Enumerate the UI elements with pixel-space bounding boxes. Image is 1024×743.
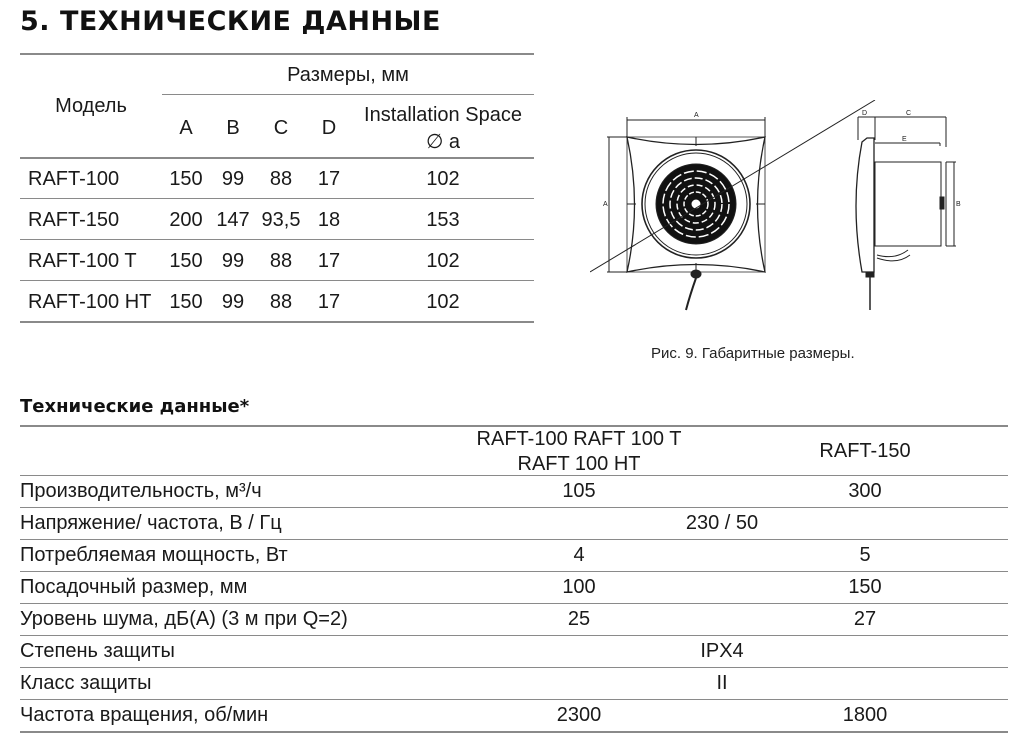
value-raft100: 2300 <box>556 704 602 726</box>
cell-install: 102 <box>426 250 460 272</box>
row-label: Степень защиты <box>20 640 175 662</box>
cell-install: 102 <box>426 168 460 190</box>
row-label: Частота вращения, об/мин <box>20 704 269 726</box>
table-rule <box>20 667 1008 668</box>
page-title: 5. ТЕХНИЧЕСКИЕ ДАННЫЕ <box>20 6 441 37</box>
col-header-b: B <box>226 117 240 139</box>
table-rule <box>20 635 1008 636</box>
col-header-a: A <box>179 117 193 139</box>
dimension-drawing <box>590 100 990 325</box>
table-rule <box>20 239 534 240</box>
table-rule <box>20 475 1008 476</box>
model-name: RAFT-100 T <box>28 250 137 272</box>
col-header-raft100-ht: RAFT 100 HT <box>517 453 641 475</box>
tech-table <box>20 425 1008 735</box>
cell-d: 17 <box>317 291 341 313</box>
model-name: RAFT-100 <box>28 168 120 190</box>
row-label: Потребляемая мощность, Вт <box>20 544 288 566</box>
install-header-symbol: ∅ a <box>425 131 461 153</box>
value-raft150: 300 <box>848 480 882 502</box>
cell-b: 99 <box>221 291 245 313</box>
table-rule <box>20 53 534 55</box>
row-label: Посадочный размер, мм <box>20 576 248 598</box>
cell-c: 93,5 <box>261 209 301 231</box>
col-header-c: C <box>273 117 289 139</box>
value-raft100: 105 <box>562 480 596 502</box>
model-name: RAFT-150 <box>28 209 120 231</box>
cell-c: 88 <box>269 250 293 272</box>
table-rule <box>20 603 1008 604</box>
cell-install: 153 <box>426 209 460 231</box>
value-raft100: 25 <box>567 608 591 630</box>
row-label: Производительность, м³/ч <box>20 480 262 502</box>
value-raft100: 100 <box>562 576 596 598</box>
table-rule <box>20 280 534 281</box>
row-label: Класс защиты <box>20 672 152 694</box>
label-b: B <box>956 201 961 208</box>
cell-c: 88 <box>269 291 293 313</box>
merged-value: II <box>716 672 728 694</box>
cell-a: 150 <box>169 250 203 272</box>
model-name: RAFT-100 HT <box>28 291 152 313</box>
tech-table-title: Технические данные* <box>20 396 250 417</box>
cell-d: 18 <box>317 209 341 231</box>
table-rule <box>20 157 534 159</box>
label-a-top: A <box>694 112 699 119</box>
fan-drawing <box>590 100 990 320</box>
label-e: E <box>902 136 907 143</box>
table-rule <box>20 699 1008 700</box>
cell-a: 200 <box>169 209 203 231</box>
label-c: C <box>906 110 912 117</box>
table-rule <box>20 571 1008 572</box>
merged-value: 230 / 50 <box>685 512 759 534</box>
table-rule <box>20 198 534 199</box>
value-raft150: 27 <box>853 608 877 630</box>
table-rule <box>20 321 534 323</box>
label-a-side: A <box>603 201 608 208</box>
col-header-raft100: RAFT-100 RAFT 100 T <box>476 428 682 450</box>
value-raft150: 1800 <box>842 704 888 726</box>
col-header-raft150: RAFT-150 <box>819 440 911 462</box>
table-rule <box>162 94 534 95</box>
merged-value: IPX4 <box>700 640 744 662</box>
value-raft150: 5 <box>859 544 871 566</box>
model-header: Модель <box>55 95 127 117</box>
sizes-header: Размеры, мм <box>287 64 409 86</box>
cell-b: 99 <box>221 250 245 272</box>
table-rule <box>20 425 1008 427</box>
cell-d: 17 <box>317 250 341 272</box>
cell-install: 102 <box>426 291 460 313</box>
install-header: Installation Space <box>364 104 522 126</box>
cell-b: 147 <box>216 209 250 231</box>
cell-b: 99 <box>221 168 245 190</box>
value-raft150: 150 <box>848 576 882 598</box>
table-rule <box>20 539 1008 540</box>
row-label: Напряжение/ частота, В / Гц <box>20 512 282 534</box>
row-label: Уровень шума, дБ(А) (3 м при Q=2) <box>20 608 348 630</box>
table-rule <box>20 731 1008 733</box>
figure-caption: Рис. 9. Габаритные размеры. <box>651 345 855 362</box>
col-header-d: D <box>321 117 337 139</box>
cell-a: 150 <box>169 168 203 190</box>
label-d: D <box>862 110 868 117</box>
cell-c: 88 <box>269 168 293 190</box>
table-rule <box>20 507 1008 508</box>
value-raft100: 4 <box>573 544 585 566</box>
cell-a: 150 <box>169 291 203 313</box>
cell-d: 17 <box>317 168 341 190</box>
